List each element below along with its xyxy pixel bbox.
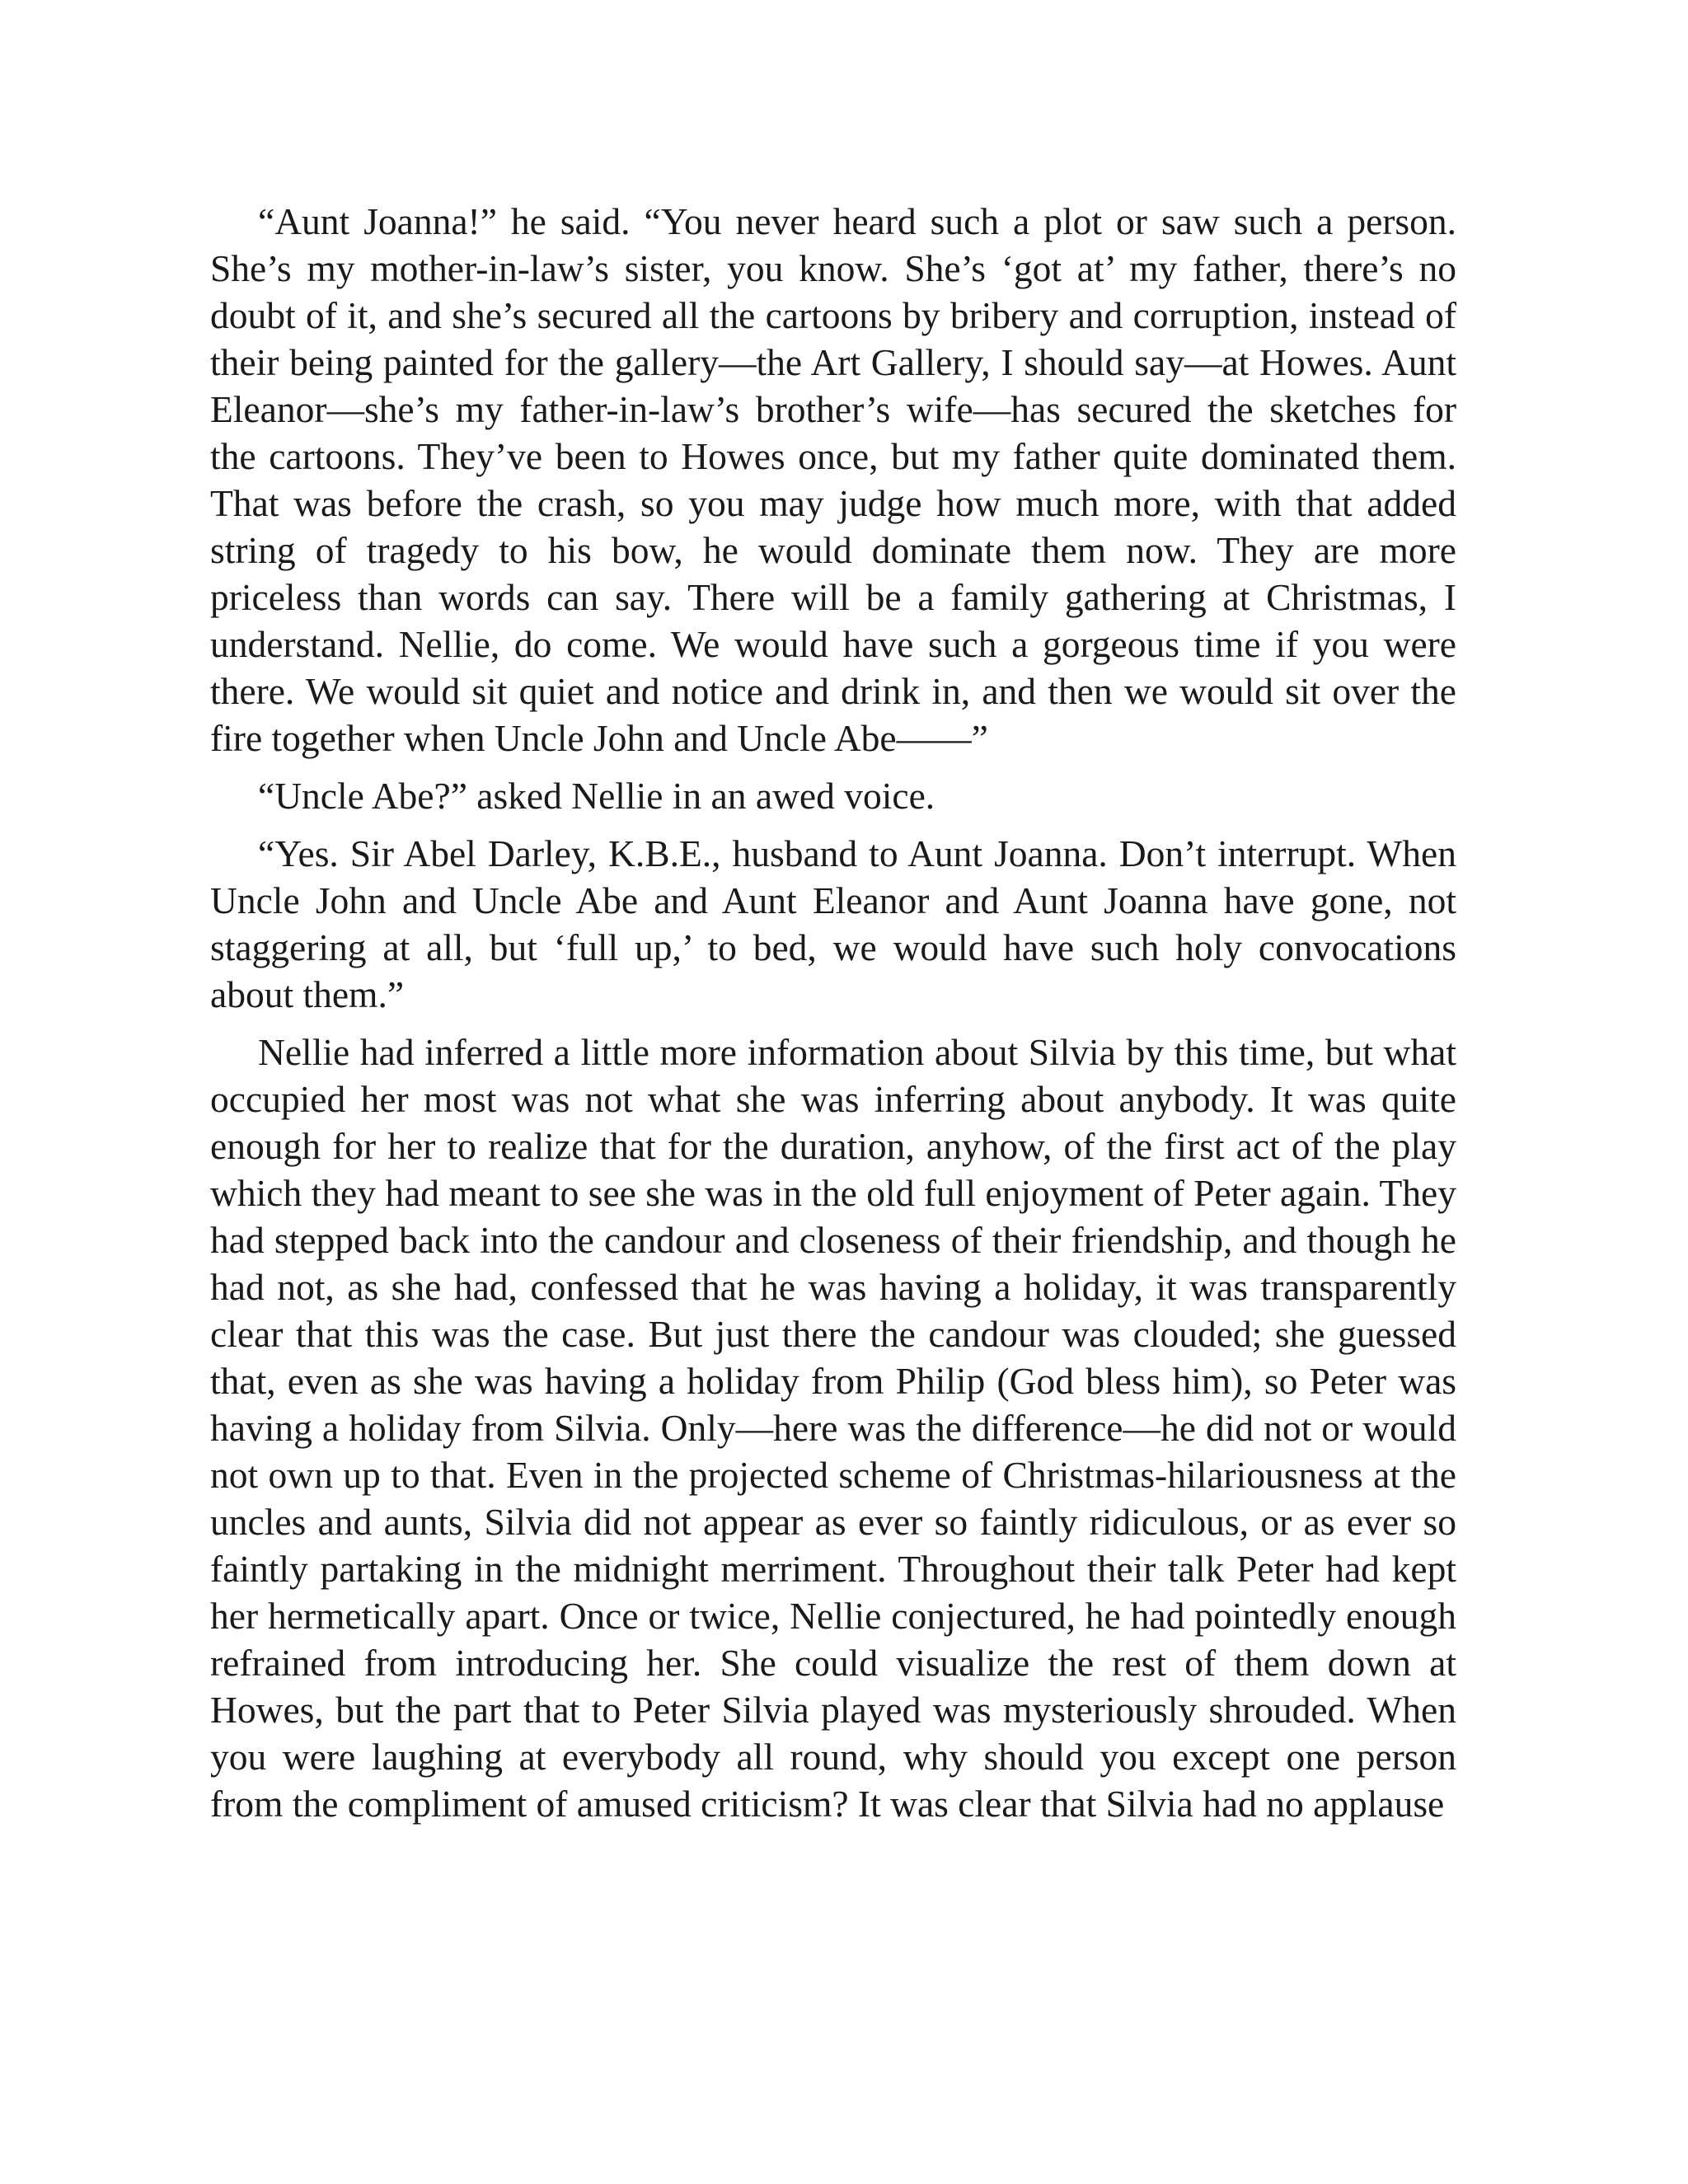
paragraph-uncle-abe-question: “Uncle Abe?” asked Nellie in an awed voice.: [258, 775, 935, 817]
book-page: [210, 198, 1456, 1838]
paragraph-aunt-joanna: “Aunt Joanna!” he said. “You never heard such a plot or saw such a person. She’s my mother-in-law’s sister, you know. She’s ‘got at’ my father, there’s no doubt of it, and she’s secured all the cartoons by bribery and corruption, instead of their being painted for the gallery—the Art Gallery, I should say—at Howes. Aunt Eleanor—she’s my father-in-law’s brother’s wife—has secured the sketches for the cartoons. They’ve been to Howes once, but my father quite dominated them. That was before the crash, so you may judge how much more, with that added string of tragedy to his bow, he would dominate them now. They are more priceless than words can say. There will be a family gathering at Christmas, I understand. Nellie, do come. We would have such a gorgeous time if you were there. We would sit quiet and notice and drink in, and then we would sit over the fire together when Uncle John and Uncle Abe——”: [210, 200, 1456, 759]
paragraph-sir-abel-darley: “Yes. Sir Abel Darley, K.B.E., husband to Aunt Joanna. Don’t interrupt. When Uncle John and Uncle Abe and Aunt Eleanor and Aunt Joanna have gone, not staggering at all, but ‘full up,’ to bed, we would have such holy convocations about them.”: [210, 832, 1456, 1015]
paragraph-nellie-inferred: Nellie had inferred a little more information about Silvia by this time, but what occupied her most was not what she was inferring about anybody. It was quite enough for her to realize that for the duration, anyhow, of the first act of the play which they had meant to see she was in the old full enjoyment of Peter again. They had stepped back into the candour and closeness of their friendship, and though he had not, as she had, confessed that he was having a holiday, it was transparently clear that this was the case. But just there the candour was clouded; she guessed that, even as she was having a holiday from Philip (God bless him), so Peter was having a holiday from Silvia. Only—here was the difference—he did not or would not own up to that. Even in the projected scheme of Christmas-hilariousness at the uncles and aunts, Silvia did not appear as ever so faintly ridiculous, or as ever so faintly partaking in the midnight merriment. Throughout their talk Peter had kept her hermetically apart. Once or twice, Nellie conjectured, he had pointedly enough refrained from introducing her. She could visualize the rest of them down at Howes, but the part that to Peter Silvia played was mysteriously shrouded. When you were laughing at everybody all round, why should you except one person from the compliment of amused criticism? It was clear that Silvia had no applause: [210, 1031, 1456, 1825]
